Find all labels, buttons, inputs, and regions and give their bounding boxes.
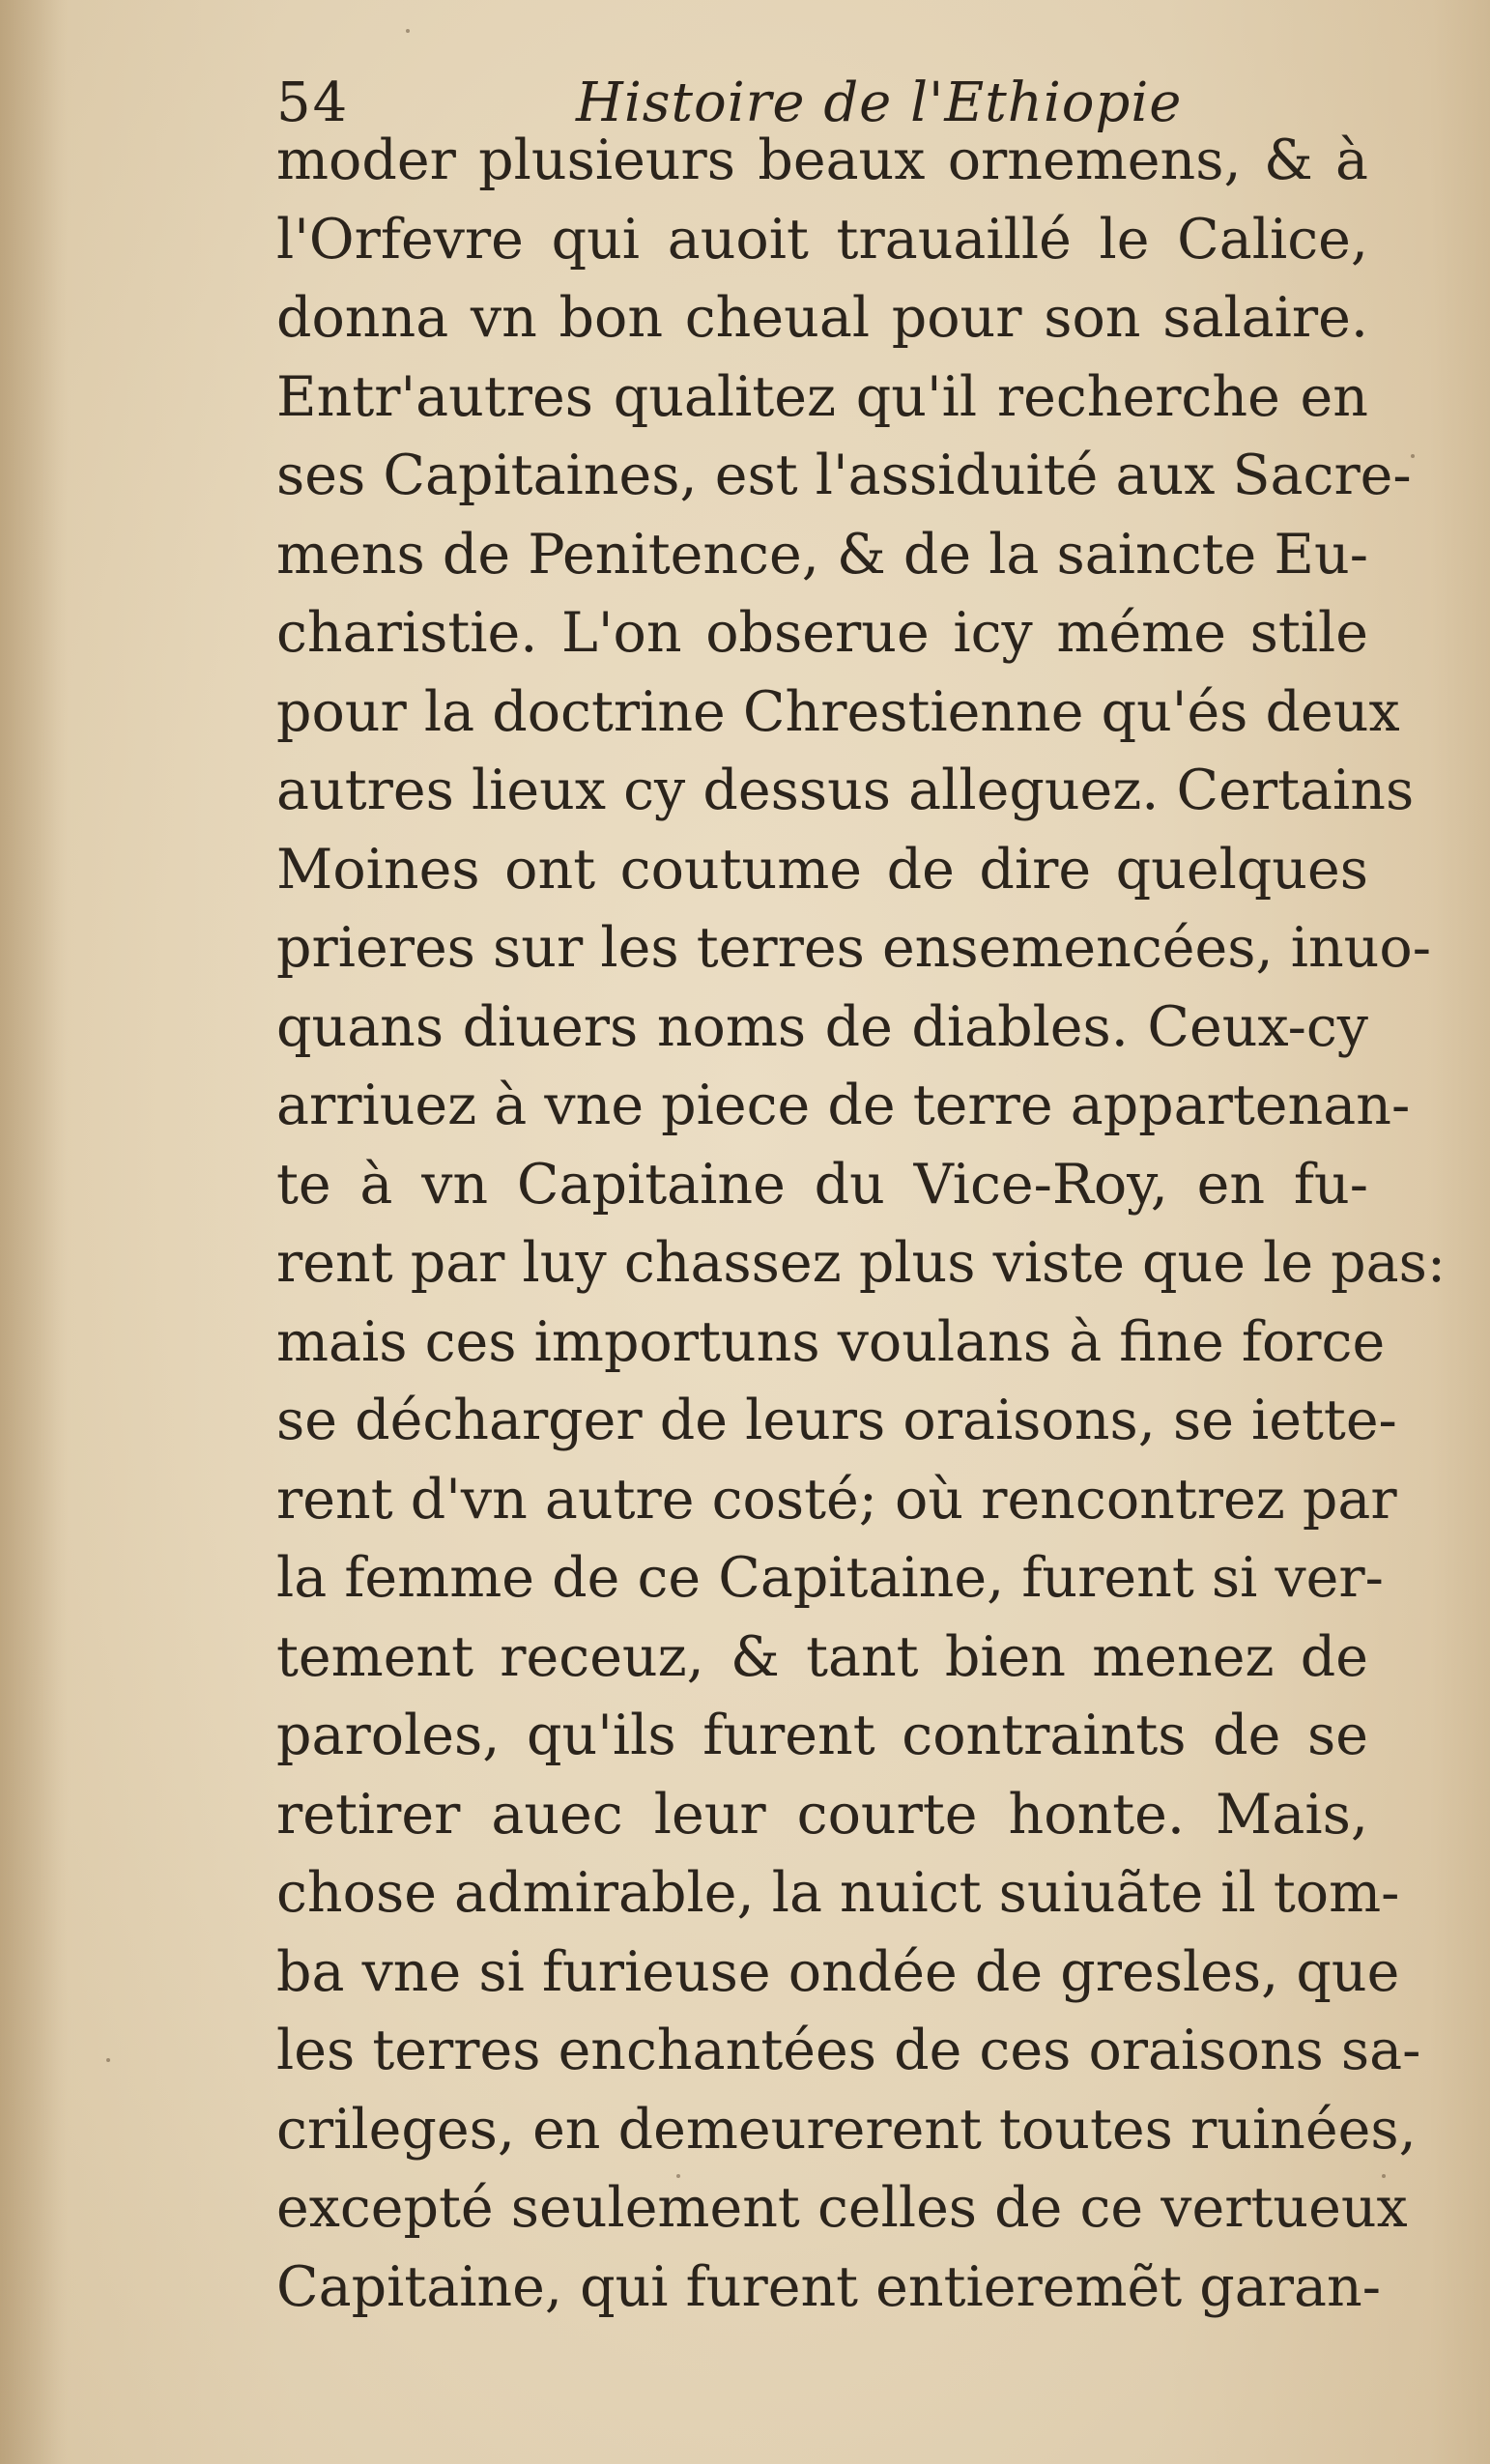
running-title: Histoire de l'Ethiopie [576, 72, 1183, 134]
text-line: Capitaine, qui furent entieremẽt garan- [276, 2254, 1381, 2319]
text-line: les terres enchantées de ces oraisons sa- [276, 2019, 1421, 2082]
text-line: chose admirable, la nuict suiuãte il tom- [276, 1861, 1400, 1925]
body-text [276, 122, 1447, 2327]
text-line: ses Capitaines, est l'assiduité aux Sacre- [276, 444, 1412, 507]
text-line: la femme de ce Capitaine, furent si ver- [276, 1546, 1384, 1610]
text-line: tement receuz, & tant bien menez de [276, 1624, 1368, 1689]
text-line: Moines ont coutume de dire quelques [276, 837, 1368, 902]
text-line: donna vn bon cheual pour son salaire. [276, 286, 1368, 350]
text-line: prieres sur les terres ensemencées, inuo- [276, 916, 1431, 980]
paper-speck [406, 29, 410, 33]
page-number: 54 [276, 72, 350, 134]
text-line: crileges, en demeurerent toutes ruinées, [276, 2097, 1417, 2162]
text-line: retirer auec leur courte honte. Mais, [276, 1782, 1368, 1847]
text-line: quans diuers noms de diables. Ceux-cy [276, 994, 1368, 1059]
text-line: charistie. L'on obserue icy méme stile [276, 601, 1368, 665]
text-line: l'Orfevre qui auoit trauaillé le Calice, [276, 207, 1368, 272]
gutter-shadow [0, 0, 68, 2464]
text-line: paroles, qu'ils furent contraints de se [276, 1704, 1368, 1767]
text-line: autres lieux cy dessus alleguez. Certains [276, 759, 1415, 822]
text-line: mais ces importuns voulans à fine force [276, 1309, 1386, 1374]
text-line: ba vne si furieuse ondée de gresles, que [276, 1939, 1400, 2004]
text-line: pour la doctrine Chrestienne qu'és deux [276, 679, 1400, 744]
text-line: se décharger de leurs oraisons, se iette- [276, 1389, 1397, 1452]
text-line: te à vn Capitaine du Vice-Roy, en fu- [276, 1152, 1368, 1217]
text-line: Entr'autres qualitez qu'il recherche en [276, 364, 1368, 429]
paper-speck [106, 2058, 110, 2062]
text-line: rent d'vn autre costé; où rencontrez par [276, 1467, 1397, 1532]
text-line: moder plusieurs beaux ornemens, & à [276, 129, 1368, 192]
text-line: mens de Penitence, & de la saincte Eu- [276, 522, 1368, 587]
text-line: rent par luy chassez plus viste que le pas: [276, 1231, 1447, 1295]
text-line: arriuez à vne piece de terre appartenan- [276, 1074, 1411, 1137]
text-line: excepté seulement celles de ce vertueux [276, 2176, 1408, 2240]
